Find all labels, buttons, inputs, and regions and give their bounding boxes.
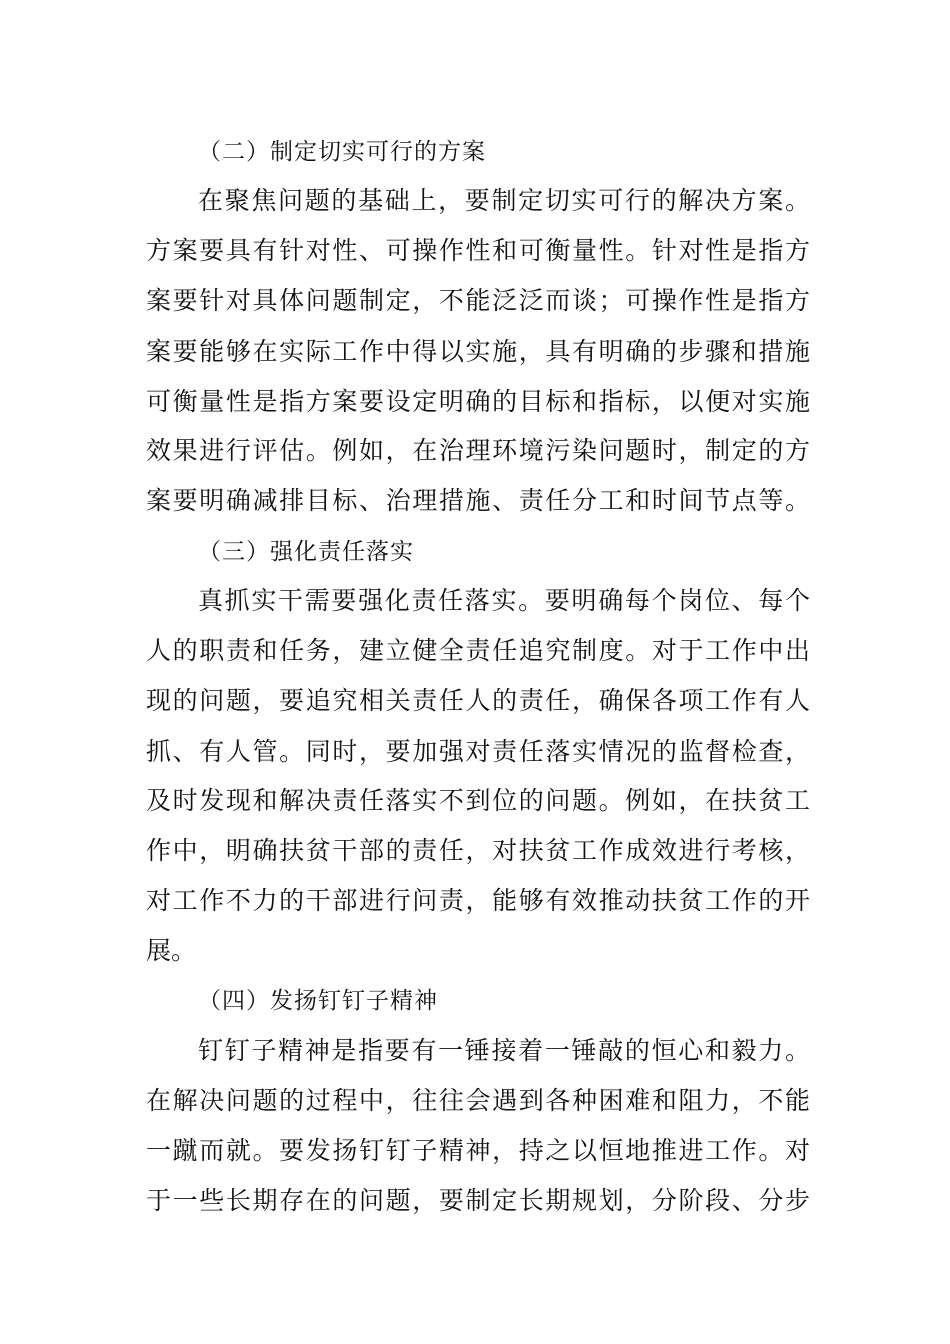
paragraph-line: 在解决问题的过程中，往往会遇到各种困难和阻力，不能 [146,1086,810,1115]
paragraph-line: 抓、有人管。同时，要加强对责任落实情况的监督检查， [146,737,810,766]
paragraph-line: 钉钉子精神是指要有一锤接着一锤敲的恒心和毅力。 [198,1036,810,1065]
paragraph-line: 一蹴而就。要发扬钉钉子精神，持之以恒地推进工作。对 [146,1136,810,1165]
section-heading-2: （二）制定切实可行的方案 [198,139,486,165]
paragraph-line: 案要针对具体问题制定，不能泛泛而谈；可操作性是指方 [146,286,810,315]
section-heading-4: （四）发扬钉钉子精神 [198,988,438,1014]
section-heading-3: （三）强化责任落实 [198,539,414,565]
paragraph-line: 案要能够在实际工作中得以实施，具有明确的步骤和措施 [146,337,810,366]
paragraph-line: 真抓实干需要强化责任落实。要明确每个岗位、每个 [198,586,810,615]
paragraph-line: 对工作不力的干部进行问责，能够有效推动扶贫工作的开 [146,886,810,915]
paragraph-line: 人的职责和任务，建立健全责任追究制度。对于工作中出 [146,636,810,665]
paragraph-line: 作中，明确扶贫干部的责任，对扶贫工作成效进行考核， [146,836,810,865]
paragraph-line: 案要明确减排目标、治理措施、责任分工和时间节点等。 [146,486,810,515]
paragraph-line: 效果进行评估。例如，在治理环境污染问题时，制定的方 [146,436,810,465]
paragraph-line: 可衡量性是指方案要设定明确的目标和指标，以便对实施 [146,387,810,416]
paragraph-line: 展。 [146,936,197,965]
paragraph-line: 在聚焦问题的基础上，要制定切实可行的解决方案。 [198,186,810,215]
paragraph-line: 及时发现和解决责任落实不到位的问题。例如，在扶贫工 [146,786,810,815]
paragraph-line: 于一些长期存在的问题，要制定长期规划，分阶段、分步 [146,1186,810,1215]
paragraph-line: 现的问题，要追究相关责任人的责任，确保各项工作有人 [146,686,810,715]
paragraph-line: 方案要具有针对性、可操作性和可衡量性。针对性是指方 [146,236,810,265]
